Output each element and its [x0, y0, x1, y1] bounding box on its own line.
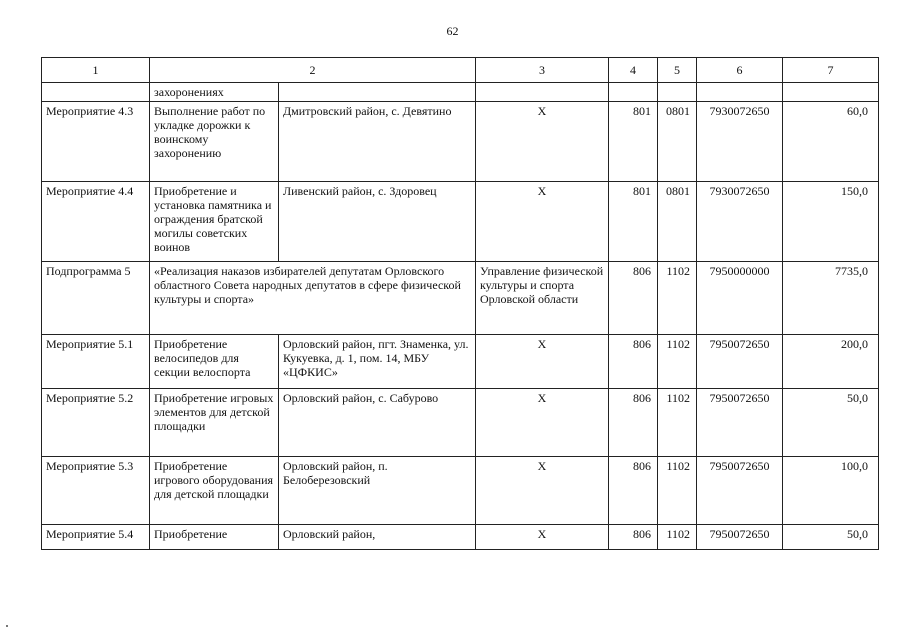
section-cell: 0801: [658, 182, 697, 262]
table-row: [42, 182, 879, 262]
location-cell: [279, 83, 476, 102]
column-header: 3: [476, 58, 609, 83]
amount-cell: 50,0: [783, 525, 879, 550]
grbs-cell: 806: [609, 525, 658, 550]
executor-cell: Х: [476, 102, 609, 182]
code-cell: Мероприятие 5.2: [42, 389, 150, 457]
executor-cell: Х: [476, 389, 609, 457]
target-cell: 7950072650: [697, 335, 783, 389]
table-row-subprogram: [42, 262, 879, 335]
name-cell: Приобретение и установка памятника и ограждения братской могилы советских воинов: [150, 182, 279, 262]
name-cell: Приобретение игровых элементов для детской площадки: [150, 389, 279, 457]
amount-cell: 7735,0: [783, 262, 879, 335]
grbs-cell: 806: [609, 335, 658, 389]
table-row: [42, 389, 879, 457]
location-cell: Орловский район, пгт. Знаменка, ул. Кукуевка, д. 1, пом. 14, МБУ «ЦФКИС»: [279, 335, 476, 389]
section-cell: 0801: [658, 102, 697, 182]
executor-cell: [476, 83, 609, 102]
location-cell: Ливенский район, с. Здоровец: [279, 182, 476, 262]
amount-cell: 100,0: [783, 457, 879, 525]
page-number: 62: [446, 24, 459, 38]
column-header: 5: [658, 58, 697, 83]
target-cell: 7930072650: [697, 102, 783, 182]
grbs-cell: 801: [609, 182, 658, 262]
column-header: 6: [697, 58, 783, 83]
table-row: [42, 335, 879, 389]
code-cell: Мероприятие 4.4: [42, 182, 150, 262]
code-cell: Мероприятие 5.1: [42, 335, 150, 389]
code-cell: [42, 83, 150, 102]
executor-cell: Управление физической культуры и спорта Орловской области: [476, 262, 609, 335]
target-cell: 7930072650: [697, 182, 783, 262]
amount-cell: 50,0: [783, 389, 879, 457]
amount-cell: 150,0: [783, 182, 879, 262]
name-cell: Приобретение: [150, 525, 279, 550]
section-cell: 1102: [658, 335, 697, 389]
target-cell: [697, 83, 783, 102]
scan-speck: [6, 625, 8, 627]
table-row-continuation: [42, 83, 879, 102]
grbs-cell: 806: [609, 262, 658, 335]
code-cell: Мероприятие 5.4: [42, 525, 150, 550]
grbs-cell: 806: [609, 389, 658, 457]
column-header: 7: [783, 58, 879, 83]
executor-cell: Х: [476, 335, 609, 389]
executor-cell: Х: [476, 525, 609, 550]
amount-cell: [783, 83, 879, 102]
column-header: 4: [609, 58, 658, 83]
code-cell: Мероприятие 4.3: [42, 102, 150, 182]
column-header: 1: [42, 58, 150, 83]
location-cell: Орловский район, п. Белоберезовский: [279, 457, 476, 525]
location-cell: Орловский район, с. Сабурово: [279, 389, 476, 457]
budget-table: [41, 57, 879, 550]
section-cell: 1102: [658, 525, 697, 550]
section-cell: 1102: [658, 262, 697, 335]
location-cell: Дмитровский район, с. Девятино: [279, 102, 476, 182]
grbs-cell: 801: [609, 102, 658, 182]
grbs-cell: [609, 83, 658, 102]
section-cell: 1102: [658, 457, 697, 525]
code-cell: Подпрограмма 5: [42, 262, 150, 335]
name-cell: Приобретение велосипедов для секции велоспорта: [150, 335, 279, 389]
target-cell: 7950072650: [697, 457, 783, 525]
section-cell: 1102: [658, 389, 697, 457]
name-cell: Выполнение работ по укладке дорожки к воинскому захоронению: [150, 102, 279, 182]
name-cell: «Реализация наказов избирателей депутатам Орловского областного Совета народных депутатов в сфере физической культуры и спорта»: [150, 262, 476, 335]
table-row: [42, 525, 879, 550]
column-header: 2: [150, 58, 476, 83]
code-cell: Мероприятие 5.3: [42, 457, 150, 525]
location-cell: Орловский район,: [279, 525, 476, 550]
table-row: [42, 102, 879, 182]
target-cell: 7950072650: [697, 525, 783, 550]
executor-cell: Х: [476, 457, 609, 525]
table-row: [42, 457, 879, 525]
name-cell: захоронениях: [150, 83, 279, 102]
executor-cell: Х: [476, 182, 609, 262]
name-cell: Приобретение игрового оборудования для детской площадки: [150, 457, 279, 525]
grbs-cell: 806: [609, 457, 658, 525]
amount-cell: 200,0: [783, 335, 879, 389]
target-cell: 7950000000: [697, 262, 783, 335]
amount-cell: 60,0: [783, 102, 879, 182]
target-cell: 7950072650: [697, 389, 783, 457]
section-cell: [658, 83, 697, 102]
table-header-row: [42, 58, 879, 83]
